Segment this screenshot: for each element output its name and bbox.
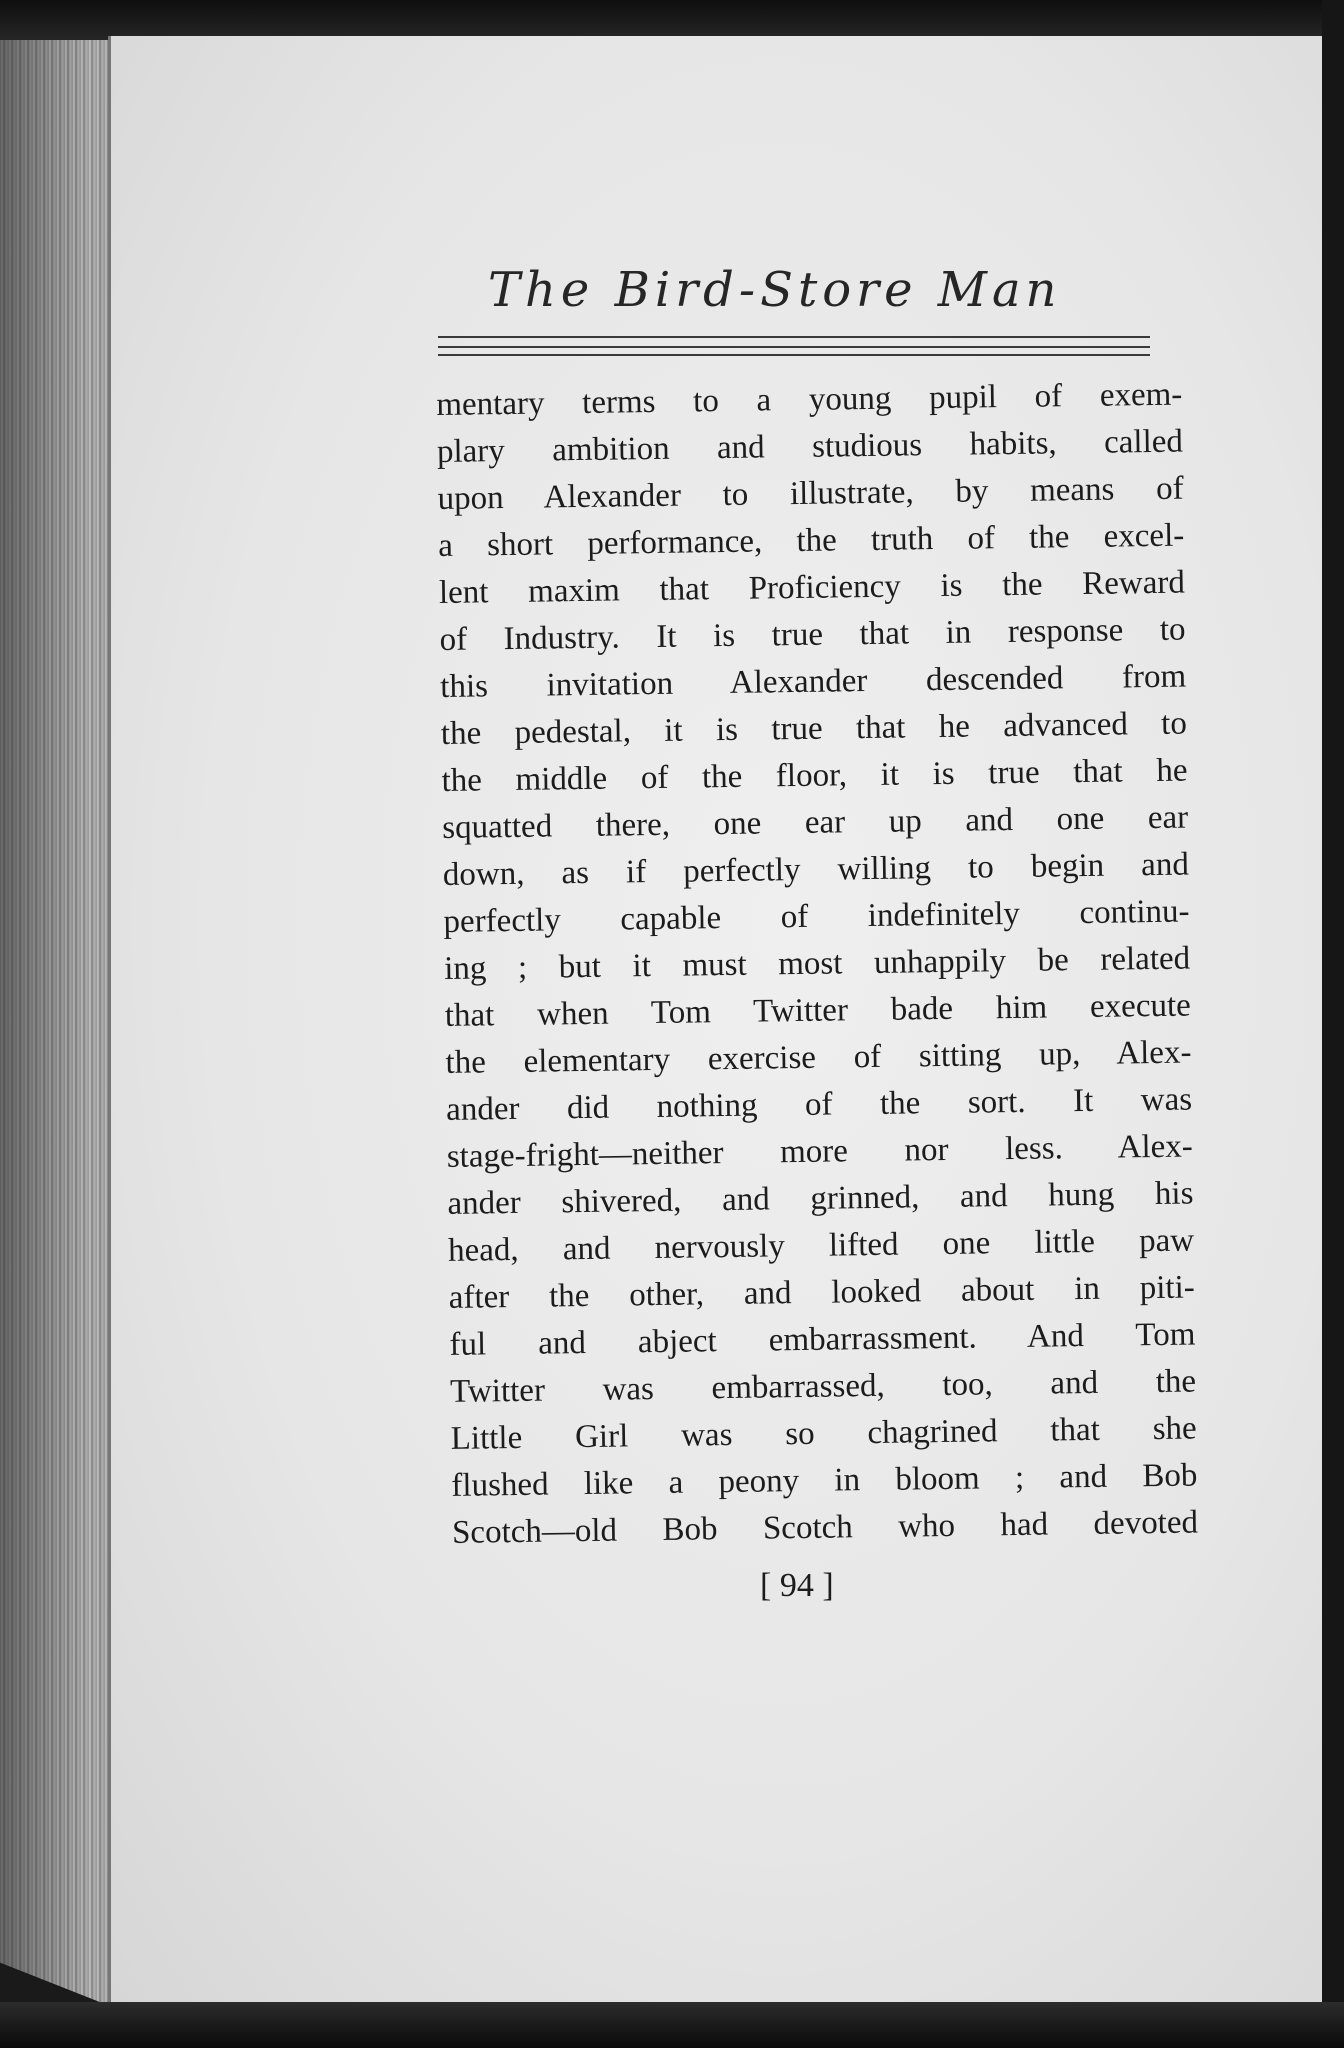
text-line: the elementary exercise of sitting up, Alex- xyxy=(445,1034,1192,1081)
head-rule-middle xyxy=(438,346,1150,348)
head-rule-bottom xyxy=(438,354,1150,356)
scan-bottom-margin xyxy=(0,2002,1344,2048)
scan-right-margin xyxy=(1322,0,1344,2048)
running-head: The Bird-Store Man xyxy=(488,262,1062,318)
text-line: that when Tom Twitter bade him execute xyxy=(444,987,1192,1034)
text-line: flushed like a peony in bloom ; and Bob xyxy=(451,1457,1198,1504)
head-rule-top xyxy=(438,336,1150,338)
text-line: squatted there, one ear up and one ear xyxy=(441,799,1189,846)
text-line: ful and abject embarrassment. And Tom xyxy=(449,1316,1196,1363)
text-line: after the other, and looked about in piti- xyxy=(448,1269,1195,1316)
text-line: perfectly capable of indefinitely continu- xyxy=(443,893,1190,940)
text-line: plary ambition and studious habits, called xyxy=(436,423,1184,470)
text-line: Little Girl was so chagrined that she xyxy=(450,1410,1197,1457)
text-line: stage-fright—neither more nor less. Alex- xyxy=(446,1128,1193,1175)
text-line: head, and nervously lifted one little paw xyxy=(447,1222,1195,1269)
text-line: lent maxim that Proficiency is the Reward xyxy=(438,564,1186,611)
text-line: a short performance, the truth of the excel- xyxy=(438,517,1185,564)
page-number: [ 94 ] xyxy=(760,1567,834,1604)
text-line: this invitation Alexander descended from xyxy=(440,658,1187,705)
body-text xyxy=(436,372,1198,1557)
text-line: ander shivered, and grinned, and hung his xyxy=(447,1175,1194,1222)
text-line: down, as if perfectly willing to begin and xyxy=(442,846,1190,893)
text-line: Twitter was embarrassed, too, and the xyxy=(449,1363,1197,1410)
text-line: of Industry. It is true that in response to xyxy=(439,611,1186,658)
text-line: Scotch—old Bob Scotch who had devoted xyxy=(451,1504,1199,1551)
text-line: upon Alexander to illustrate, by means of xyxy=(437,470,1184,517)
text-line: the pedestal, it is true that he advanced to xyxy=(440,705,1188,752)
text-line: mentary terms to a young pupil of exem- xyxy=(436,376,1183,423)
text-line: ander did nothing of the sort. It was xyxy=(445,1081,1193,1128)
text-line: the middle of the floor, it is true that he xyxy=(441,752,1188,799)
text-line: ing ; but it must most unhappily be related xyxy=(443,940,1191,987)
